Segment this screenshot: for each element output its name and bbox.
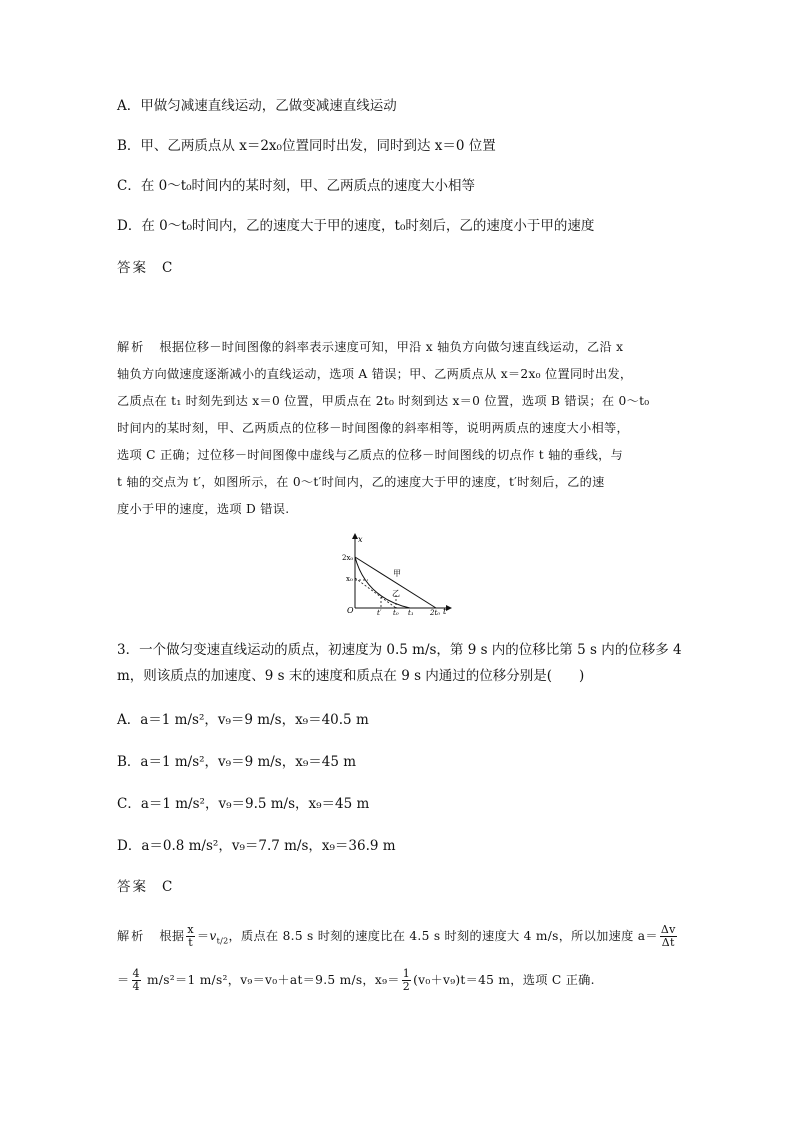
q3-analysis-line-1: 解析 根据 $\frac{x}{t}$ $=v_{t/2}$，质点在 8.5 s 时刻的速度比在 4.5 s 时刻的速度大 4 m/s，所以加速度 a＝ $\frac{\Delta v}{\Delta t}$	[117, 923, 676, 949]
analysis-label: 解析	[117, 929, 146, 943]
fraction-4-over-4: $\frac{4}{4}$	[132, 967, 140, 993]
q2-analysis-line-7: 度小于甲的速度，选项 D 错误.	[117, 502, 290, 516]
q2-option-b: B．甲、乙两质点从 x＝2x₀位置同时出发，同时到达 x＝0 位置	[117, 138, 496, 154]
q3-answer	[117, 878, 172, 896]
xt-graph-figure	[336, 530, 466, 618]
q2-analysis-line-2: 轴负方向做速度逐渐减小的直线运动，选项 A 错误；甲、乙两质点从 x＝2x₀ 位置同时出发，	[117, 367, 633, 381]
q2-analysis-line-3: 乙质点在 t₁ 时刻先到达 x＝0 位置，甲质点在 2t₀ 时刻到达 x＝0 位置，选项 B 错误；在 0～t₀	[117, 394, 650, 408]
q3-stem-line-1: 3．一个做匀变速直线运动的质点，初速度为 0.5 m/s，第 9 s 内的位移比第 5 s 内的位移多 4	[117, 642, 682, 658]
q3-option-d: D．a＝0.8 m/s²，v₉＝7.7 m/s，x₉＝36.9 m	[117, 838, 396, 854]
fraction-dv-over-dt: $\frac{\Delta v}{\Delta t}$	[660, 923, 676, 949]
tangent-dashed-line	[355, 578, 396, 608]
tick-t1-label: t₁	[408, 609, 414, 617]
answer-label: 答案	[117, 879, 148, 895]
axis-x-label: x	[358, 535, 363, 544]
q3-option-a: A．a＝1 m/s²，v₉＝9 m/s，x₉＝40.5 m	[117, 712, 369, 728]
analysis-label: 解析	[117, 340, 146, 354]
answer-label: 答案	[117, 260, 148, 276]
q2-analysis-line-5: 选项 C 正确；过位移－时间图像中虚线与乙质点的位移－时间图线的切点作 t 轴的垂线，与	[117, 448, 624, 462]
q3-option-c: C．a＝1 m/s²，v₉＝9.5 m/s，x₉＝45 m	[117, 796, 370, 812]
q2-answer	[117, 259, 172, 277]
yi-label: 乙	[392, 589, 400, 598]
q2-analysis-line-4: 时间内的某时刻，甲、乙两质点的位移－时间图像的斜率相等，说明两质点的速度大小相等，	[117, 421, 629, 435]
axis-t-label: t	[443, 607, 447, 616]
q3-option-b: B．a＝1 m/s²，v₉＝9 m/s，x₉＝45 m	[117, 754, 357, 770]
q3-stem-line-2: m，则该质点的加速度、9 s 末的速度和质点在 9 s 内通过的位移分别是( )	[117, 668, 585, 684]
jia-label: 甲	[393, 569, 401, 578]
q2-analysis-line-1: 解析 根据位移－时间图像的斜率表示速度可知，甲沿 x 轴负方向做匀速直线运动，乙沿 x	[117, 340, 624, 354]
answer-value: C	[162, 260, 173, 276]
tick-2t0-label: 2t₀	[430, 609, 441, 617]
q2-analysis-line-6: t 轴的交点为 t′，如图所示，在 0～t′时间内，乙的速度大于甲的速度，t′时刻后，乙的速	[117, 475, 605, 489]
yi-curve	[355, 557, 410, 608]
q3-analysis-line-2: ＝ $\frac{4}{4}$ m/s²＝1 m/s²，v₉＝v₀＋at＝9.5 m/s，x₉＝ $\frac{1}{2}$ (v₀＋v₉)t＝45 m，选项 C 正确.	[117, 967, 595, 993]
q2-option-c: C．在 0～t₀时间内的某时刻，甲、乙两质点的速度大小相等	[117, 178, 476, 194]
fraction-x-over-t: $\frac{x}{t}$	[187, 923, 194, 949]
tick-t0-label: t₀	[393, 609, 399, 617]
origin-label: O	[347, 606, 354, 615]
y-2x0-label: 2x₀	[342, 554, 354, 562]
q2-option-a: A．甲做匀减速直线运动，乙做变减速直线运动	[117, 98, 397, 114]
tick-tprime-label: t′	[377, 609, 382, 617]
y-x0-label: x₀	[346, 575, 353, 583]
q2-option-d: D．在 0～t₀时间内，乙的速度大于甲的速度，t₀时刻后，乙的速度小于甲的速度	[117, 218, 595, 234]
fraction-1-over-2: $\frac{1}{2}$	[402, 967, 411, 993]
answer-value: C	[162, 879, 173, 895]
